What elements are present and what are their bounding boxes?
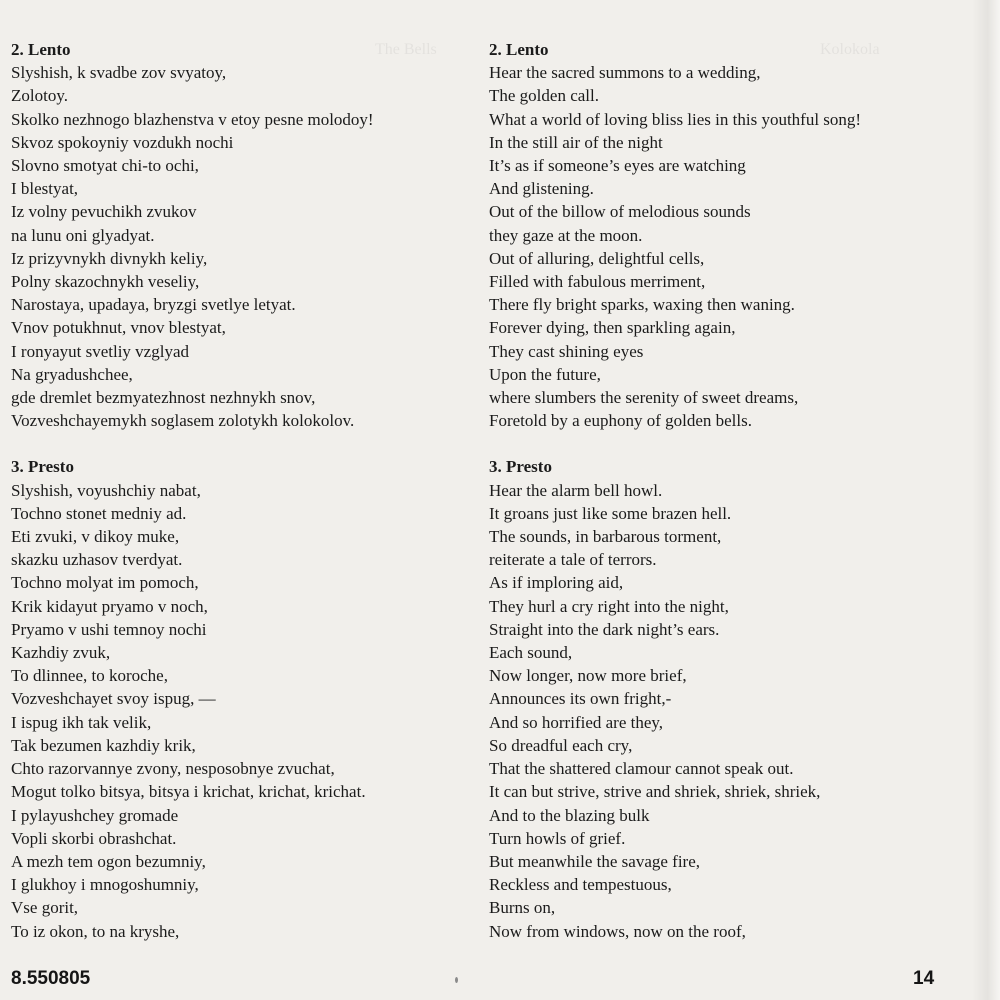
lyric-line: In the still air of the night [489, 132, 663, 152]
lyric-line: Slyshish, k svadbe zov svyatoy, [11, 63, 227, 83]
lyric-line: To dlinnee, to koroche, [11, 666, 168, 686]
lyric-line: Upon the future, [489, 364, 601, 384]
section-heading: 2. Lento [489, 40, 549, 59]
lyric-line: It groans just like some brazen hell. [489, 503, 732, 523]
lyric-line: Vnov potukhnut, vnov blestyat, [11, 318, 226, 338]
lyric-line: Announces its own fright,- [489, 689, 672, 709]
lyric-line: Filled with fabulous merriment, [489, 272, 706, 292]
lyric-line: Forever dying, then sparkling again, [489, 318, 736, 338]
lyric-line: They hurl a cry right into the night, [489, 596, 729, 616]
lyric-line: Krik kidayut pryamo v noch, [11, 596, 208, 616]
lyric-line: I ronyayut svetliy vzglyad [11, 341, 189, 361]
lyric-line: Turn howls of grief. [489, 828, 626, 848]
lyric-line: Polny skazochnykh veseliy, [11, 272, 200, 292]
lyric-line: Now from windows, now on the roof, [489, 921, 746, 941]
section-heading: 2. Lento [11, 40, 71, 59]
lyric-line: The golden call. [489, 86, 599, 106]
lyrics-column-translation [489, 38, 861, 943]
lyrics-section [489, 38, 861, 432]
lyric-line: The sounds, in barbarous torment, [489, 527, 722, 547]
lyric-line: Eti zvuki, v dikoy muke, [11, 527, 180, 547]
lyric-line: As if imploring aid, [489, 573, 624, 593]
lyric-line: Skvoz spokoyniy vozdukh nochi [11, 132, 234, 152]
lyric-line: Tochno molyat im pomoch, [11, 573, 199, 593]
lyric-line: Out of the billow of melodious sounds [489, 202, 751, 222]
lyric-line: na lunu oni glyadyat. [11, 225, 155, 245]
lyrics-section [11, 455, 374, 942]
lyric-line: Zolotoy. [11, 86, 68, 106]
lyric-line: And glistening. [489, 179, 594, 199]
lyrics-section [11, 38, 374, 432]
lyric-line: Hear the alarm bell howl. [489, 480, 663, 500]
lyric-line: I glukhoy i mnogoshumniy, [11, 875, 199, 895]
lyric-line: Na gryadushchee, [11, 364, 133, 384]
lyric-line: Reckless and tempestuous, [489, 875, 672, 895]
lyric-line: I blestyat, [11, 179, 79, 199]
bleed-through-text: Kolokola [820, 41, 880, 58]
lyric-line: That the shattered clamour cannot speak out. [489, 759, 794, 779]
lyric-line: And so horrified are they, [489, 712, 664, 732]
lyrics-column-transliteration [11, 38, 374, 943]
lyric-line: where slumbers the serenity of sweet dreams, [489, 388, 799, 408]
lyric-line: Iz volny pevuchikh zvukov [11, 202, 197, 222]
lyric-line: Mogut tolko bitsya, bitsya i krichat, krichat, krichat. [11, 782, 366, 802]
lyric-line: And to the blazing bulk [489, 805, 650, 825]
page-number: 14 [913, 968, 935, 989]
lyric-line: There fly bright sparks, waxing then waning. [489, 295, 795, 315]
lyric-line: Narostaya, upadaya, bryzgi svetlye letyat. [11, 295, 296, 315]
lyric-line: To iz okon, to na kryshe, [11, 921, 180, 941]
section-heading: 3. Presto [489, 457, 552, 477]
lyric-line: reiterate a tale of terrors. [489, 550, 657, 570]
bleed-through-text: The Bells [375, 41, 437, 58]
lyric-line: Vozveshchayet svoy ispug, — [11, 689, 216, 709]
lyric-line: They cast shining eyes [489, 341, 644, 361]
lyric-line: It’s as if someone’s eyes are watching [489, 156, 746, 176]
page-fold-shadow [972, 0, 1000, 1000]
lyric-line: I ispug ikh tak velik, [11, 712, 152, 732]
lyric-line: Slyshish, voyushchiy nabat, [11, 480, 201, 500]
lyric-line: Skolko nezhnogo blazhenstva v etoy pesne molodoy! [11, 109, 374, 129]
lyric-line: Burns on, [489, 898, 556, 918]
lyric-line: Vopli skorbi obrashchat. [11, 828, 177, 848]
lyric-line: Hear the sacred summons to a wedding, [489, 63, 761, 83]
lyric-line: Chto razorvannye zvony, nesposobnye zvuchat, [11, 759, 335, 779]
lyric-line: gde dremlet bezmyatezhnost nezhnykh snov, [11, 388, 316, 408]
lyric-line: Slovno smotyat chi-to ochi, [11, 156, 199, 176]
lyric-line: A mezh tem ogon bezumniy, [11, 851, 206, 871]
lyric-line: Each sound, [489, 643, 573, 663]
lyric-line: I pylayushchey gromade [11, 805, 179, 825]
lyric-line: What a world of loving bliss lies in this youthful song! [489, 109, 862, 129]
lyric-line: Now longer, now more brief, [489, 666, 687, 686]
lyric-line: Vse gorit, [11, 898, 79, 918]
lyric-line: Tochno stonet medniy ad. [11, 503, 187, 523]
lyric-line: Kazhdiy zvuk, [11, 643, 111, 663]
lyric-line: Tak bezumen kazhdiy krik, [11, 735, 196, 755]
lyric-line: they gaze at the moon. [489, 225, 643, 245]
lyric-line: Vozveshchayemykh soglasem zolotykh kolokolov. [11, 411, 355, 431]
lyric-line: Out of alluring, delightful cells, [489, 248, 705, 268]
lyric-line: Foretold by a euphony of golden bells. [489, 411, 752, 431]
lyric-line: So dreadful each cry, [489, 735, 633, 755]
section-heading: 3. Presto [11, 457, 74, 477]
catalog-number: 8.550805 [11, 968, 91, 989]
lyric-line: It can but strive, strive and shriek, shriek, shriek, [489, 782, 821, 802]
page-mark [455, 977, 458, 983]
lyric-line: Pryamo v ushi temnoy nochi [11, 619, 207, 639]
lyric-line: Iz prizyvnykh divnykh keliy, [11, 248, 208, 268]
lyric-line: Straight into the dark night’s ears. [489, 619, 720, 639]
lyric-line: skazku uzhasov tverdyat. [11, 550, 183, 570]
lyric-line: But meanwhile the savage fire, [489, 851, 701, 871]
lyrics-section [489, 455, 861, 942]
